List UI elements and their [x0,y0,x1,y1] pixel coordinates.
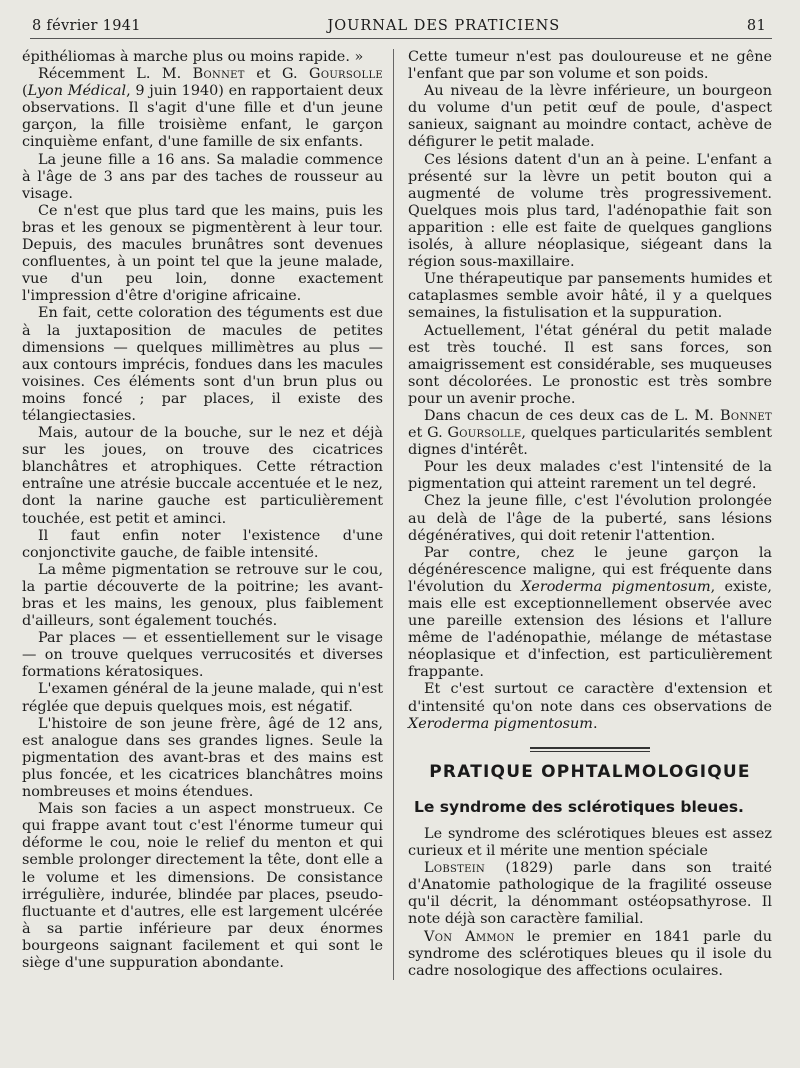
header-rule [30,38,772,39]
paragraph: Pour les deux malades c'est l'intensité de la pigmentation qui atteint rarement un tel degré. [408,459,772,493]
header-journal-title: JOURNAL DES PRATICIENS [327,18,561,34]
text-run: et G. [244,66,310,83]
paragraph: Chez la jeune fille, c'est l'évolution prolongée au delà de l'âge de la puberté, sans lésions dégénératives, qui doit retenir l'attention. [408,493,772,544]
paragraph: L'examen général de la jeune malade, qui n'est réglée que depuis quelques mois, est négatif. [22,681,384,715]
text-run: ( [22,83,28,100]
text-run: et G. [408,425,448,442]
paragraph: L'histoire de son jeune frère, âgé de 12 ans, est analogue dans ses grandes lignes. Seule la pigmentation des avant-bras et des mains est plus foncée, et les cicatrices blanchâtres moins nombreuses et moins étendues. [22,715,384,801]
disease-term: Xeroderma pigmentosum [408,715,593,732]
paragraph [22,66,383,151]
paragraph [408,929,772,980]
text-run: , quelques particularités semblent dignes d'intérêt. [408,425,772,459]
paragraph: Mais son facies a un aspect monstrueux. Ce qui frappe avant tout c'est l'énorme tumeur qui déforme le cou, noie le relief du menton et qui semble prolonger directement la tête, dont elle a le volume et les dimensions. De consistance irrégulière, indurée, blindée par places, pseudo-fluctuante et d'autres, elle est largement ulcérée à sa partie inférieure par deux énormes bourgeons saignant facilement et qui sont le siège d'une suppuration abondante. [22,801,384,971]
author-name: Von Ammon [424,928,515,945]
header-page-number: 81 [746,18,766,34]
paragraph: Ces lésions datent d'un an à peine. L'enfant a présenté sur la lèvre un petit bouton qui a augmenté de volume très progressivement. Quelques mois plus tard, l'adénopathie fait son apparition : elle est faite de quelques ganglions isolés, à allure néoplasique, siégeant dans la région sous-maxillaire. [408,151,772,271]
paragraph: Cette tumeur n'est pas douloureuse et ne gêne l'enfant que par son volume et son poids. [408,49,772,83]
paragraph: En fait, cette coloration des téguments est due à la juxtaposition de macules de petites dimensions — quelques millimètres au plus — aux contours imprécis, fondues dans les macules voisines. Ces éléments sont d'un brun plus ou moins foncé ; par places, il existe des télangiectasies. [22,305,384,424]
paragraph [408,681,772,732]
author-name: Lobstein [424,860,486,877]
text-run: Et c'est surtout ce caractère d'extension et d'intensité qu'on note dans ces observations de [408,681,772,715]
paragraph: Une thérapeutique par pansements humides et cataplasmes semble avoir hâté, il y a quelques semaines, la fistulisation et la suppuration. [408,271,772,322]
paragraph: Le syndrome des sclérotiques bleues est assez curieux et il mérite une mention spéciale [408,825,772,860]
text-run: Par contre, chez le jeune garçon la dégénérescence maligne, qui est fréquente dans l'évolution du [408,544,772,595]
paragraph: La même pigmentation se retrouve sur le cou, la partie découverte de la poitrine; les avant-bras et les mains, les genoux, plus faiblement d'ailleurs, sont également touchés. [22,561,384,630]
text-run: , existe, mais elle est exceptionnellement observée avec une pareille extension des lésions et l'allure même de l'adénopathie, mélange de métastase néoplasique et d'infection, est particulièrement frappante. [408,578,772,681]
header-date: 8 février 1941 [32,18,141,34]
paragraph: La jeune fille a 16 ans. Sa maladie commence à l'âge de 3 ans par des taches de rousseur au visage. [22,151,384,202]
right-column [393,49,772,980]
paragraph [408,408,772,459]
article-title: Le syndrome des sclérotiques bleues. [414,797,744,816]
text-run: le premier en 1841 parle du syndrome des sclérotiques bleues qu il isole du cadre nosologique des affections oculaires. [408,928,773,979]
author-name: Bonnet [719,407,772,424]
running-header [20,18,772,38]
paragraph: Mais, autour de la bouche, sur le nez et déjà sur les joues, on trouve des cicatrices blanchâtres et atrophiques. Cette rétraction entraîne une atrésie buccale accentuée et le nez, dont la narine gauche est particulièrement touchée, est petit et aminci. [22,425,384,527]
text-run: , 9 juin 1940) en rapportaient deux observations. Il s'agit d'une fille et d'un jeune garçon, la fille troisième enfant, le garçon cinquième enfant, d'une famille de six enfants. [22,83,384,151]
text-run: Dans chacun de ces deux cas de L. M. [424,407,720,424]
paragraph: Par places — et essentiellement sur le visage — on trouve quelques verrucosités et diverses formations kératosiques. [22,630,384,681]
left-column [20,49,393,980]
text-run: (1829) parle dans son traité d'Anatomie pathologique de la fragilité osseuse qu'il décrit, la dénommant ostéopsathyrose. Il note déjà son caractère familial. [408,860,772,928]
paragraph [408,860,772,928]
paragraph: Au niveau de la lèvre inférieure, un bourgeon du volume d'un petit œuf de poule, d'aspect sanieux, saignant au moindre contact, achève de défigurer le petit malade. [408,83,772,151]
paragraph: Actuellement, l'état général du petit malade est très touché. Il est sans forces, son amaigrissement est considérable, ses muqueuses sont décolorées. Le pronostic est très sombre pour un avenir proche. [408,322,772,407]
author-name: Goursolle [447,425,522,442]
paragraph: Ce n'est que plus tard que les mains, puis les bras et les genoux se pigmentèrent à leur tour. Depuis, des macules brunâtres sont devenues confluentes, à un point tel que la jeune malade, vue d'un peu loin, donne exactement l'impression d'être d'origine africaine. [22,202,384,305]
author-name: Goursolle [309,66,384,83]
text-run: Récemment L. M. [38,66,193,83]
paragraph: Il faut enfin noter l'existence d'une conjonctivite gauche, de faible intensité. [22,527,384,561]
journal-reference: Lyon Médical [27,83,127,100]
section-heading: PRATIQUE OPHTALMOLOGIQUE [429,761,751,782]
section-divider [530,747,650,752]
body-columns [20,49,772,980]
paragraph: épithéliomas à marche plus ou moins rapide. » [22,49,364,65]
disease-term: Xeroderma pigmentosum [521,578,711,595]
paragraph [408,545,772,682]
author-name: Bonnet [192,66,245,83]
text-run: . [592,715,598,732]
